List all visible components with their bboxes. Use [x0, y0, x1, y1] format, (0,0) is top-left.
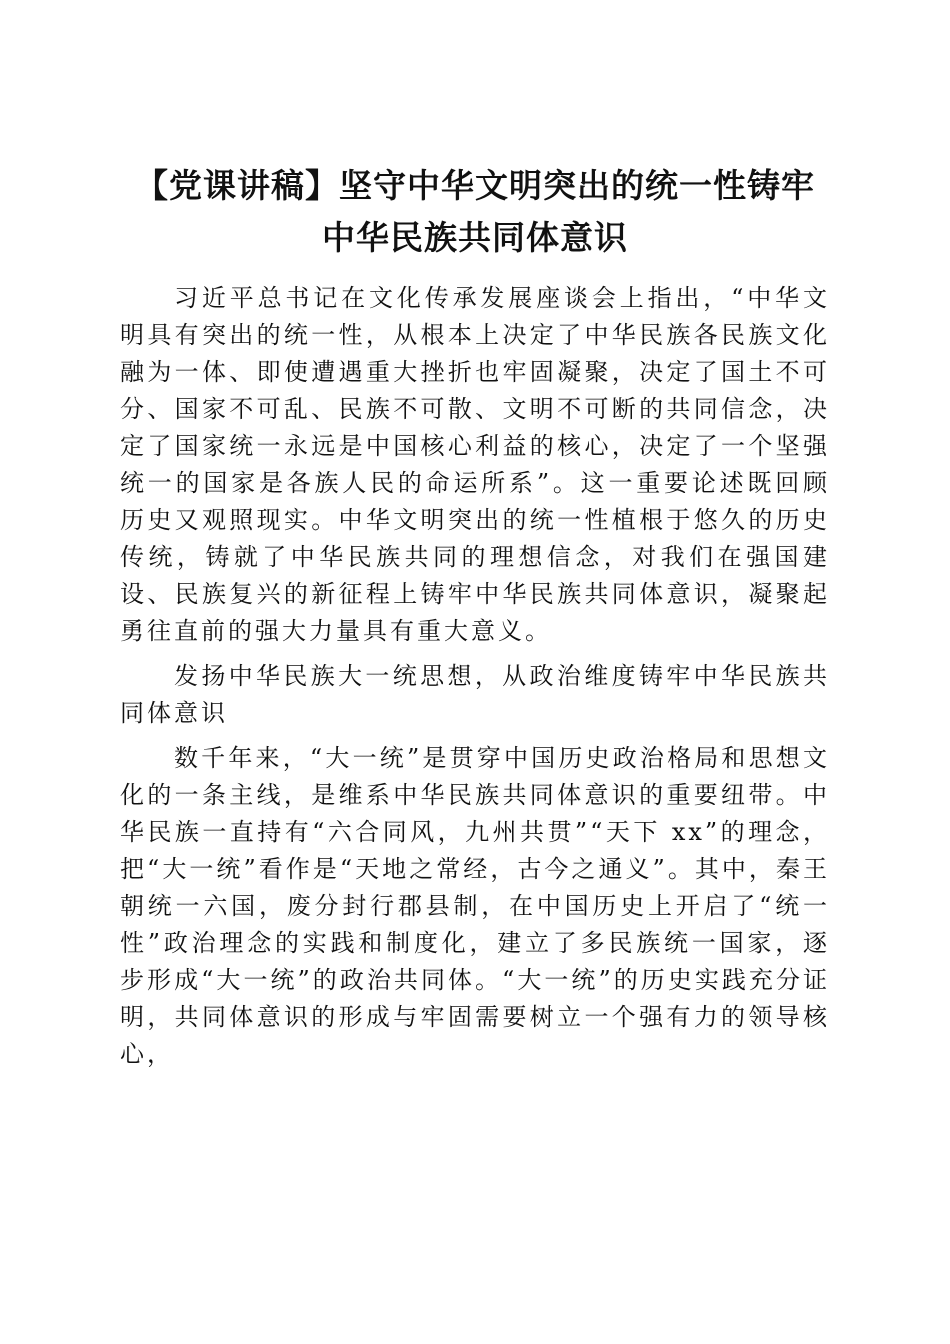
document-body: [120, 280, 830, 1073]
title-line-2: 中华民族共同体意识: [322, 218, 628, 258]
section-heading-political: 发扬中华民族大一统思想，从政治维度铸牢中华民族共同体意识: [120, 662, 830, 727]
document-title: [110, 160, 840, 264]
paragraph-political: 数千年来，“大一统”是贯穿中国历史政治格局和思想文化的一条主线，是维系中华民族共同体意识的重要纽带。中华民族一直持有“六合同风，九州共贯”“天下 xx”的理念，把“大一统”看作是“天地之常经，古今之通义”。其中，秦王朝统一六国，废分封行郡县制，在中国历史上开启了“统一性”政治理念的实践和制度化，建立了多民族统一国家，逐步形成“大一统”的政治共同体。“大一统”的历史实践充分证明，共同体意识的形成与牢固需要树立一个强有力的领导核心，: [120, 744, 830, 1068]
title-line-1: 【党课讲稿】坚守中华文明突出的统一性铸牢: [135, 166, 815, 206]
paragraph-intro: 习近平总书记在文化传承发展座谈会上指出，“中华文明具有突出的统一性，从根本上决定了中华民族各民族文化融为一体、即使遭遇重大挫折也牢固凝聚，决定了国土不可分、国家不可乱、民族不可散、文明不可断的共同信念，决定了国家统一永远是中国核心利益的核心，决定了一个坚强统一的国家是各族人民的命运所系”。这一重要论述既回顾历史又观照现实。中华文明突出的统一性植根于悠久的历史传统，铸就了中华民族共同的理想信念，对我们在强国建设、民族复兴的新征程上铸牢中华民族共同体意识，凝聚起勇往直前的强大力量具有重大意义。: [120, 284, 830, 645]
